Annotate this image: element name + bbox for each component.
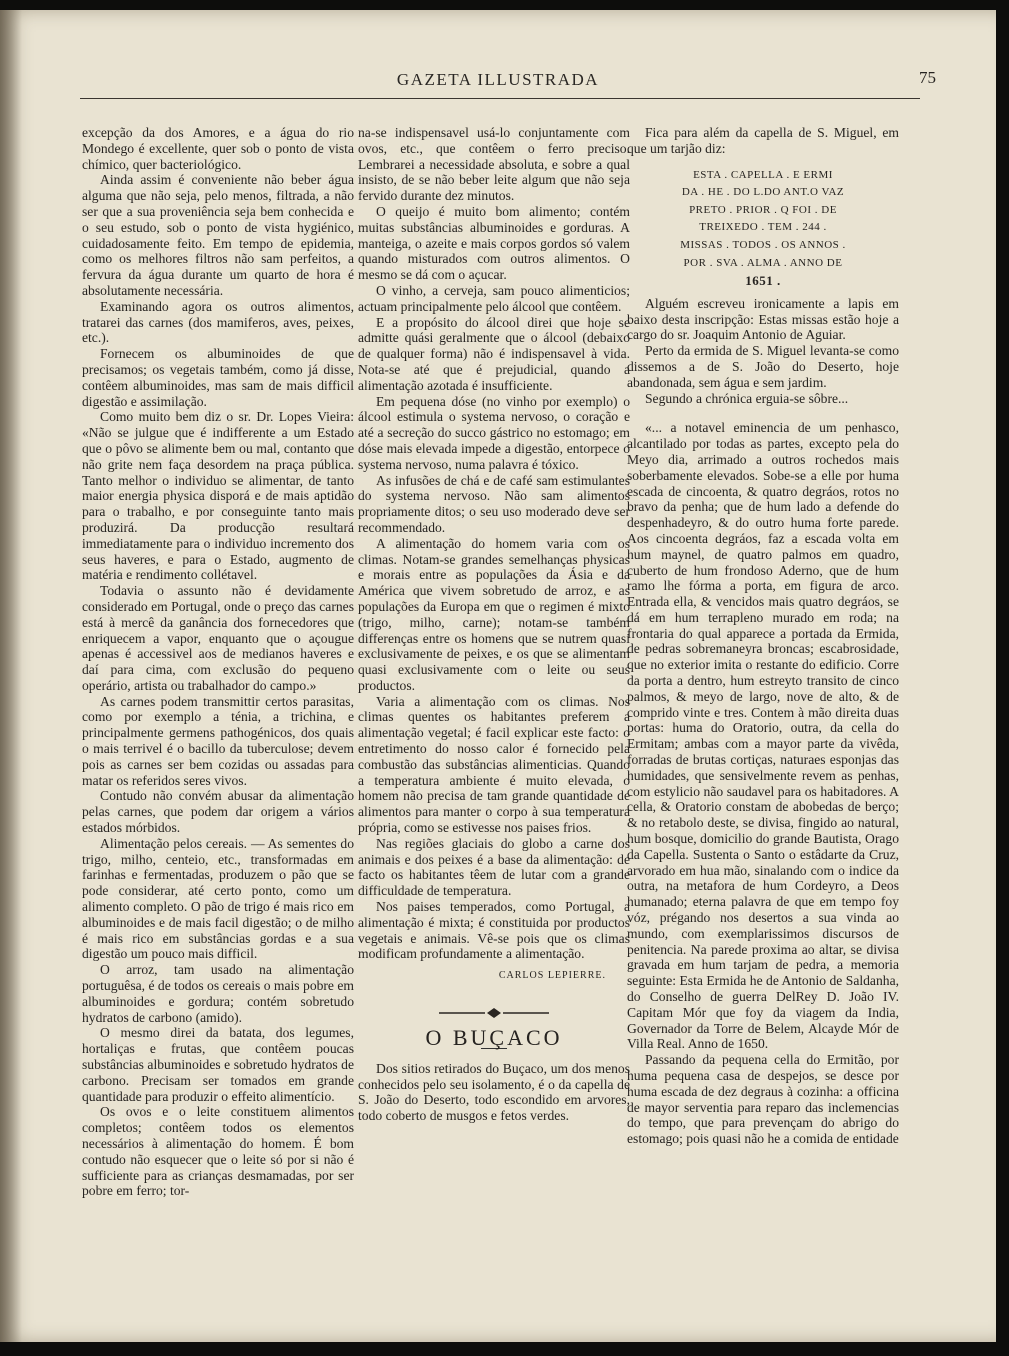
section-divider-ornament bbox=[439, 1006, 549, 1020]
paragraph: na-se indispensavel usá-lo conjuntamente com ovos, etc., que contêem o ferro preciso. Lembrarei a necessidade absoluta, e sobre a qual insisto, de se não beber leite algum que não seja fervido durante dez minutos. bbox=[358, 125, 630, 204]
text-column-1 bbox=[82, 125, 354, 1199]
paragraph: Os ovos e o leite constituem alimentos completos; contêem todos os elementos necessários à alimentação do homem. É bom contudo não esquecer que o leite só por si não é sufficiente para as crianças desmamadas, por ser pobre em ferro; tor- bbox=[82, 1104, 354, 1199]
text-column-2 bbox=[358, 125, 630, 1124]
paragraph: Dos sitios retirados do Buçaco, um dos menos conhecidos pelo seu isolamento, é o da capella de S. João do Deserto, todo escondido em arvores, todo coberto de musgos e fetos verdes. bbox=[358, 1060, 630, 1124]
paragraph: Segundo a chrónica erguia-se sôbre... bbox=[645, 390, 849, 406]
paragraph: O arroz, tam usado na alimentação portuguêsa, é de todos os cereais o mais pobre em albuminoides e gordura; contém sobretudo hydratos de carbono (amido). bbox=[82, 962, 354, 1025]
paragraph: As infusões de chá e de café sam estimulantes do systema nervoso. Não sam alimentos propriamente ditos; o seu uso moderado deve ser recommendado. bbox=[358, 472, 630, 535]
paragraph: A alimentação do homem varia com os climas. Notam-se grandes semelhanças physicas e morais entre as populações da Ásia e da América que vivem sobretudo de arroz, e as populações da Europa em que o regimen é mixto (trigo, milho, carne); notam-se também differenças entre os homens que se nutrem quasi exclusivamente de peixes, e os que se alimentam quasi exclusivamente com o leite ou seus productos. bbox=[358, 535, 630, 693]
paragraph: Em pequena dóse (no vinho por exemplo) o álcool estimula o systema nervoso, o coração e até a secreção do succo gástrico no estomago; em dóse mais elevada impede a digestão, entorpece o systema nervoso, numa palavra é tóxico. bbox=[358, 393, 630, 472]
paragraph: Varia a alimentação com os climas. Nos climas quentes os habitantes preferem a alimentação vegetal; é facil explicar este facto: o entretimento do nosso calor é fornecido pela combustão das substâncias alimenticias. Quando a temperatura ambiente é muito elevada, o homem não precisa de tam grande quantidade de alimentos para manter o corpo à sua temperatura própria, como se estivesse nos paises frios. bbox=[358, 693, 630, 836]
stone-inscription bbox=[641, 167, 885, 290]
page-number: 75 bbox=[919, 68, 936, 87]
paragraph: Nos paises temperados, como Portugal, a alimentação é mixta; é constituida por productos vegetais e animais. Vê-se pois que os climas modificam profundamente a alimentação. bbox=[358, 899, 630, 962]
paragraph: Fica para além da capella de S. Miguel, em que um tarjão diz: bbox=[627, 125, 899, 156]
paragraph: Nas regiões glaciais do globo a carne dos animais e dos peixes é a base da alimentação: de facto os habitantes têem de lutar com a grande difficuldade de temperatura. bbox=[358, 835, 630, 899]
inscription-line: DA . HE . DO L.DO ANT.O VAZ bbox=[681, 186, 845, 199]
paragraph: Perto da ermida de S. Miguel levanta-se como dissemos a de S. João do Deserto, hoje abandonada, sem água e sem jardim. bbox=[627, 343, 899, 390]
paragraph: Passando da pequena cella do Ermitão, por huma pequena casa de despejos, se desce por huma escada de dez degraus à cozinha: a officina de mayor serventia para reparo das inclemencias do tempo, que para prevençam do abrigo do estomago; pois quasi não he a comida de entidade bbox=[627, 1052, 899, 1147]
inscription-line: PRETO . PRIOR . Q FOI . DE bbox=[689, 203, 837, 216]
paragraph: As carnes podem transmittir certos parasitas, como por exemplo a ténia, a trichina, e principalmente germens pathogénicos, dos quais o mais terrivel é o bacillo da tuberculose; devem pois as carnes ser bem cozidas ou assadas para matar os referidos seres vivos. bbox=[82, 693, 354, 788]
paragraph: Contudo não convém abusar da alimentação pelas carnes, que podem dar origem a vários estados mórbidos. bbox=[82, 788, 354, 836]
paragraph: O vinho, a cerveja, sam pouco alimenticios; actuam principalmente pelo álcool que contêem. bbox=[358, 282, 630, 314]
text-column-3 bbox=[627, 125, 899, 1147]
paragraph: Como muito bem diz o sr. Dr. Lopes Vieira: «Não se julgue que é indifferente a um Estado que o pôvo se alimente bem ou mal, contanto que não grite nem faça desordem na praça pública. Tanto melhor o individuo se alimentar, de tanto maior energia physica disporá e de mais aptidão para o trabalho, e por conseguinte tanto mais produzirá. Da producção resultará immediatamente para o individuo incremento dos seus haveres, e para o Estado, augmento de matéria e rendimento collétavel. bbox=[82, 409, 354, 583]
paragraph: «... a notavel eminencia de um penhasco, alcantilado por todas as partes, excepto pela do Meyo dia, arrimado a outros rochedos mais soberbamente elevados. Sobe-se a elle por huma escada de cincoenta, & quatro degráos, rotos no bravo da penha; que de hum lado a defende do despenhadeyro, & do outro huma forte parede. Aos cincoenta degráos, faz a escada volta em hum maynel, de quatro palmos em quadro, cuberto de hum frondoso Aderno, que de hum ramo lhe fórma a porta, em figura de arco. Entrada ella, & vencidos mais quatro degráos, se dá em hum terrapleno murado em roda; na frontaria do qual apparece a portada da Ermida, de pedras sobremaneyra broncas; escabrosidade, que no exterior imita o restante do edificio. Corre da porta a dentro, hum estreyto transito de cinco palmos, & meyo de largo, nove de alto, & de comprido vinte e tres. Contem à mão direita duas portas: huma do Oratorio, outra, da cella do Ermitam; ambas com a mayor parte da vivêda, forradas de brutas cortiças, naturaes esponjas das humidades, que sensivelmente revem as penhas, com estylicio não saudavel para os habitadores. A cella, & Oratorio constam de abobedas de berço; & no retabolo deste, se divisa, fingido ao natural, hum bosque, domicilio do grande Bautista, Orago da Capella. Sustenta o Santo o estâdarte da Cruz, arvorado em hua mão, sinalando com o indice da outra, na metafora de hum Cordeyro, a Deos humanado; eterna palavra de que em tempo foy vóz, prégando nos desertos a sua vinda ao mundo, com exemplarissimos discursos de penitencia. Na parede proxima ao altar, se divisa gravada em hum tarjam de pedra, a memoria seguinte: Esta Ermida he de Antonio de Saldanha, do Conselho de guerra DelRey D. João IV. Capitam Mór que foy da viagem da India, Governador da Torre de Belem, Alcayde Mór de Villa Real. Anno de 1650. bbox=[627, 420, 899, 1052]
paragraph: O mesmo direi da batata, dos legumes, hortaliças e frutas, que contêem poucas substâncias albuminoides e sobretudo hydratos de carbono. Precisam ser tomados em grande quantidade para produzir o effeito alimentício. bbox=[82, 1025, 354, 1104]
inscription-line: TREIXEDO . TEM . 244 . bbox=[699, 221, 827, 234]
inscription-line: POR . SVA . ALMA . ANNO DE bbox=[683, 256, 843, 269]
chronicle-quote bbox=[627, 420, 899, 1147]
paragraph: excepção da dos Amores, e a água do rio Mondego é excellente, quer sob o ponto de vista chímico, quer bacteriológico. bbox=[82, 125, 354, 172]
page-header-title: GAZETA ILLUSTRADA bbox=[396, 70, 600, 89]
inscription-line: MISSAS . TODOS . OS ANNOS . bbox=[680, 238, 846, 251]
paragraph: Examinando agora os outros alimentos, tratarei das carnes (dos mamiferos, aves, peixes, etc.). bbox=[82, 298, 354, 346]
inscription-year: 1651 . bbox=[745, 273, 781, 289]
inscription-line: ESTA . CAPELLA . E ERMI bbox=[693, 168, 833, 181]
paragraph: Fornecem os albuminoides de que precisamos; os vegetais também, como já disse, contêem albuminoides, mas sam de mais difficil digestão e assimilação. bbox=[82, 346, 354, 409]
paragraph: O queijo é muito bom alimento; contém muitas substâncias albuminoides e gorduras. A manteiga, o azeite e mais corpos gordos só valem quando misturados com outros alimentos. O mesmo se dá com o açucar. bbox=[358, 203, 630, 283]
author-signature: CARLOS LEPIERRE. bbox=[498, 970, 606, 982]
paragraph: Ainda assim é conveniente não beber água alguma que não seja, pelo menos, filtrada, a não ser que a sua proveniência seja bem conhecida e o seu estudo, sob o ponto de vista hygiénico, cuidadosamente feito. Em tempo de epidemia, como os melhores filtros não sam perfeitos, a fervura da água durante um quarto de hora é absolutamente necessária. bbox=[82, 172, 354, 298]
paragraph: Alguém escreveu ironicamente a lapis em baixo desta inscripção: Estas missas estão hoje a cargo do sr. Joaquim Antonio de Aguiar. bbox=[627, 295, 899, 343]
section-title: O BUÇACO bbox=[425, 1025, 563, 1051]
paragraph: Todavia o assunto não é devidamente considerado em Portugal, onde o preço das carnes está à mercê da ganância dos fornecedores que enriquecem a vapor, enquanto que o açougue apenas é accessivel aos de medianos haveres e daí para cima, com exclusão do pequeno operário, artista ou trabalhador do campo.» bbox=[82, 583, 354, 693]
paragraph: E a propósito do álcool direi que hoje se admitte quási geralmente que o álcool (debaixo de qualquer forma) não é indispensavel à vida. Nota-se até que é prejudicial, quando a alimentação azotada é insufficiente. bbox=[358, 314, 630, 393]
header-rule bbox=[80, 98, 920, 99]
paragraph: Alimentação pelos cereais. — As sementes do trigo, milho, centeio, etc., transformadas em farinhas e fermentadas, produzem o pão que se pode considerar, até certo ponto, como um alimento completo. O pão de trigo é mais rico em albuminoides e de mais facil digestão; o de milho é mais rico em substâncias gordas e a sua digestão um pouco mais difficil. bbox=[82, 835, 354, 962]
newspaper-page bbox=[0, 10, 996, 1342]
